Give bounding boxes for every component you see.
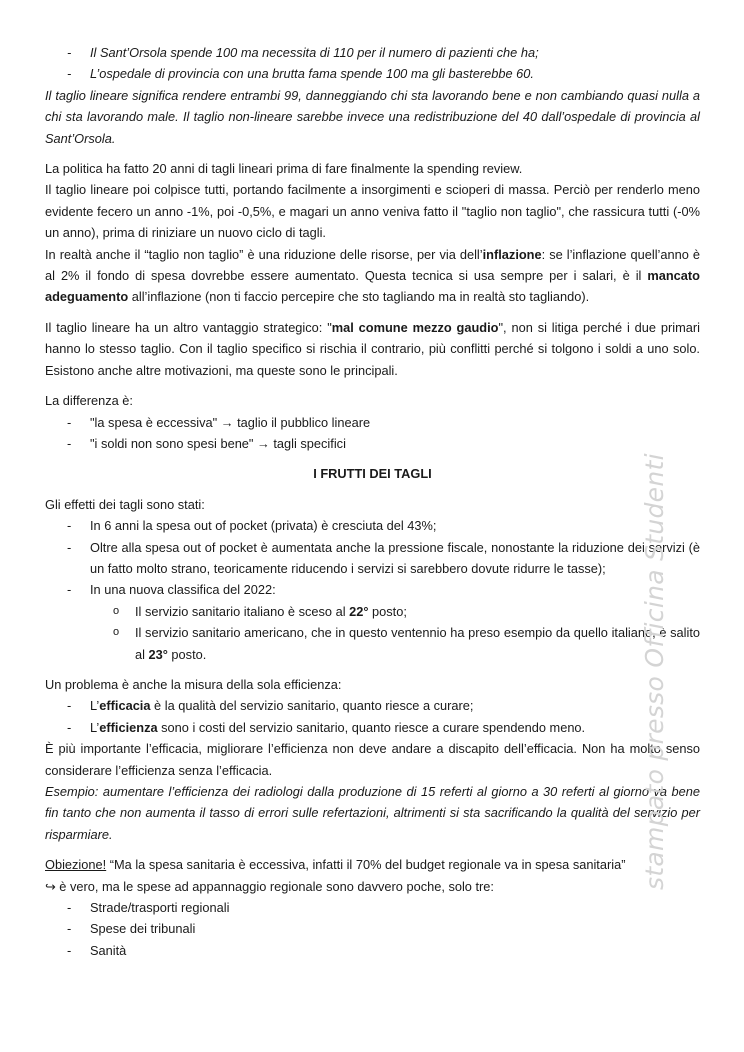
efficacia-efficienza-list (45, 695, 700, 738)
list-item: - In 6 anni la spesa out of pocket (privata) è cresciuta del 43%; (45, 515, 700, 536)
taglio-colpisce-paragraph: Il taglio lineare poi colpisce tutti, portando facilmente a insorgimenti e scioperi di massa. Perciò per renderlo meno evidente fecero un anno -1%, poi -0,5%, e magari un anno veniva fatto il "taglio non taglio", che rassicura tutti (-0% un anno), prima di riniziare un nuovo ciclo di tagli. (45, 182, 700, 241)
list-item: - Strade/trasporti regionali (45, 897, 700, 918)
list-item: - In una nuova classifica del 2022: o Il servizio sanitario italiano è sceso al 22° posto; o Il servizio sanitario americano, che in questo ventennio ha preso esempio da quello italiano, è salito al 23° posto. (45, 579, 700, 665)
list-item: - "i soldi non sono spesi bene" → tagli specifici (45, 433, 700, 454)
bold-term: mancato adeguamento (45, 268, 700, 305)
differenza-label: La differenza è: (45, 393, 133, 409)
list-item: - Sanità (45, 940, 700, 961)
taglio-lineare-paragraph: Il taglio lineare significa rendere entrambi 99, danneggiando chi sta lavorando bene e non cambiando quasi nulla a chi sta lavorando male. Il taglio non-lineare sarebbe invece una redistribuzione del 40 dall’ospedale di provincia al Sant’Orsola. (45, 87, 700, 146)
esempio-paragraph: Esempio: aumentare l’efficienza dei radiologi dalla produzione di 15 referti al giorno a 30 referti al giorno va bene fin tanto che non aumenta il tasso di errori sulle refertazioni, altrimenti si sta sacrificando la qualità del servizio per risparmiare. (45, 784, 700, 842)
bold-term: inflazione (482, 246, 542, 262)
list-item: - L’efficacia è la qualità del servizio sanitario, quanto riesce a curare; (45, 695, 700, 716)
bold-term: mal comune mezzo gaudio (331, 319, 499, 335)
sublist-item: o Il servizio sanitario italiano è sceso al 22° posto; (45, 601, 700, 622)
list-item: - Oltre alla spesa out of pocket è aumentata anche la pressione fiscale, nonostante la riduzione dei servizi (è un fatto molto strano, teoricamente riducendo i servizi si sarebbero dovute ridurre le tasse); (45, 537, 700, 580)
obiezione-paragraph: Obiezione! “Ma la spesa sanitaria è eccessiva, infatti il 70% del budget regionale va in spesa sanitaria” (45, 857, 626, 873)
importante-paragraph: È più importante l’efficacia, migliorare l’efficienza non deve andare a discapito dell’efficacia. Non ha molto senso considerare l’efficienza senza l’efficacia. (45, 741, 700, 778)
return-arrow-icon: ↪ (45, 878, 56, 894)
list-item: - "la spesa è eccessiva" → taglio il pubblico lineare (45, 412, 700, 433)
politica-paragraph: La politica ha fatto 20 anni di tagli lineari prima di fare finalmente la spending review. (45, 161, 523, 177)
vantaggio-paragraph: Il taglio lineare ha un altro vantaggio strategico: "mal comune mezzo gaudio", non si litiga perché i due primari hanno lo stesso taglio. Con il taglio specifico si rischia il contrario, più conflitti perché si tolgono i soldi a uno solo. Esistono anche altre motivazioni, ma queste sono le principali. (45, 319, 700, 378)
problema-label: Un problema è anche la misura della sola efficienza: (45, 676, 342, 692)
obiezione-label: Obiezione! (45, 857, 107, 873)
watermark: stampato presso Officina Studenti (640, 453, 669, 890)
hospital-examples-list (45, 42, 700, 85)
list-item: - Spese dei tribunali (45, 918, 700, 939)
effetti-label: Gli effetti dei tagli sono stati: (45, 496, 205, 512)
list-item: - Il Sant’Orsola spende 100 ma necessita di 110 per il numero di pazienti che ha; (45, 42, 700, 63)
list-item: - L’ospedale di provincia con una brutta fama spende 100 ma gli basterebbe 60. (45, 63, 700, 84)
document-page (45, 42, 700, 961)
obiezione-reply: ↪ è vero, ma le spese ad appannaggio regionale sono davvero poche, solo tre: (45, 878, 494, 894)
effetti-list (45, 515, 700, 665)
spese-list (45, 897, 700, 961)
sublist-item: o Il servizio sanitario americano, che in questo ventennio ha preso esempio da quello italiano, è salito al 23° posto. (45, 622, 700, 665)
inflazione-paragraph: In realtà anche il “taglio non taglio” è una riduzione delle risorse, per via dell’inflazione: se l’inflazione quell’anno è al 2% il fondo di spesa dovrebbe essere aumentato. Questa tecnica si usa sempre per i salari, è il mancato adeguamento all’inflazione (non ti faccio percepire che sto tagliando ma in realtà sto tagliando). (45, 246, 701, 305)
section-heading: I FRUTTI DEI TAGLI (313, 466, 432, 482)
list-item: - L’efficienza sono i costi del servizio sanitario, quanto riesce a curare spendendo meno. (45, 717, 700, 738)
classifica-sublist (45, 601, 700, 665)
differenza-list (45, 412, 700, 455)
